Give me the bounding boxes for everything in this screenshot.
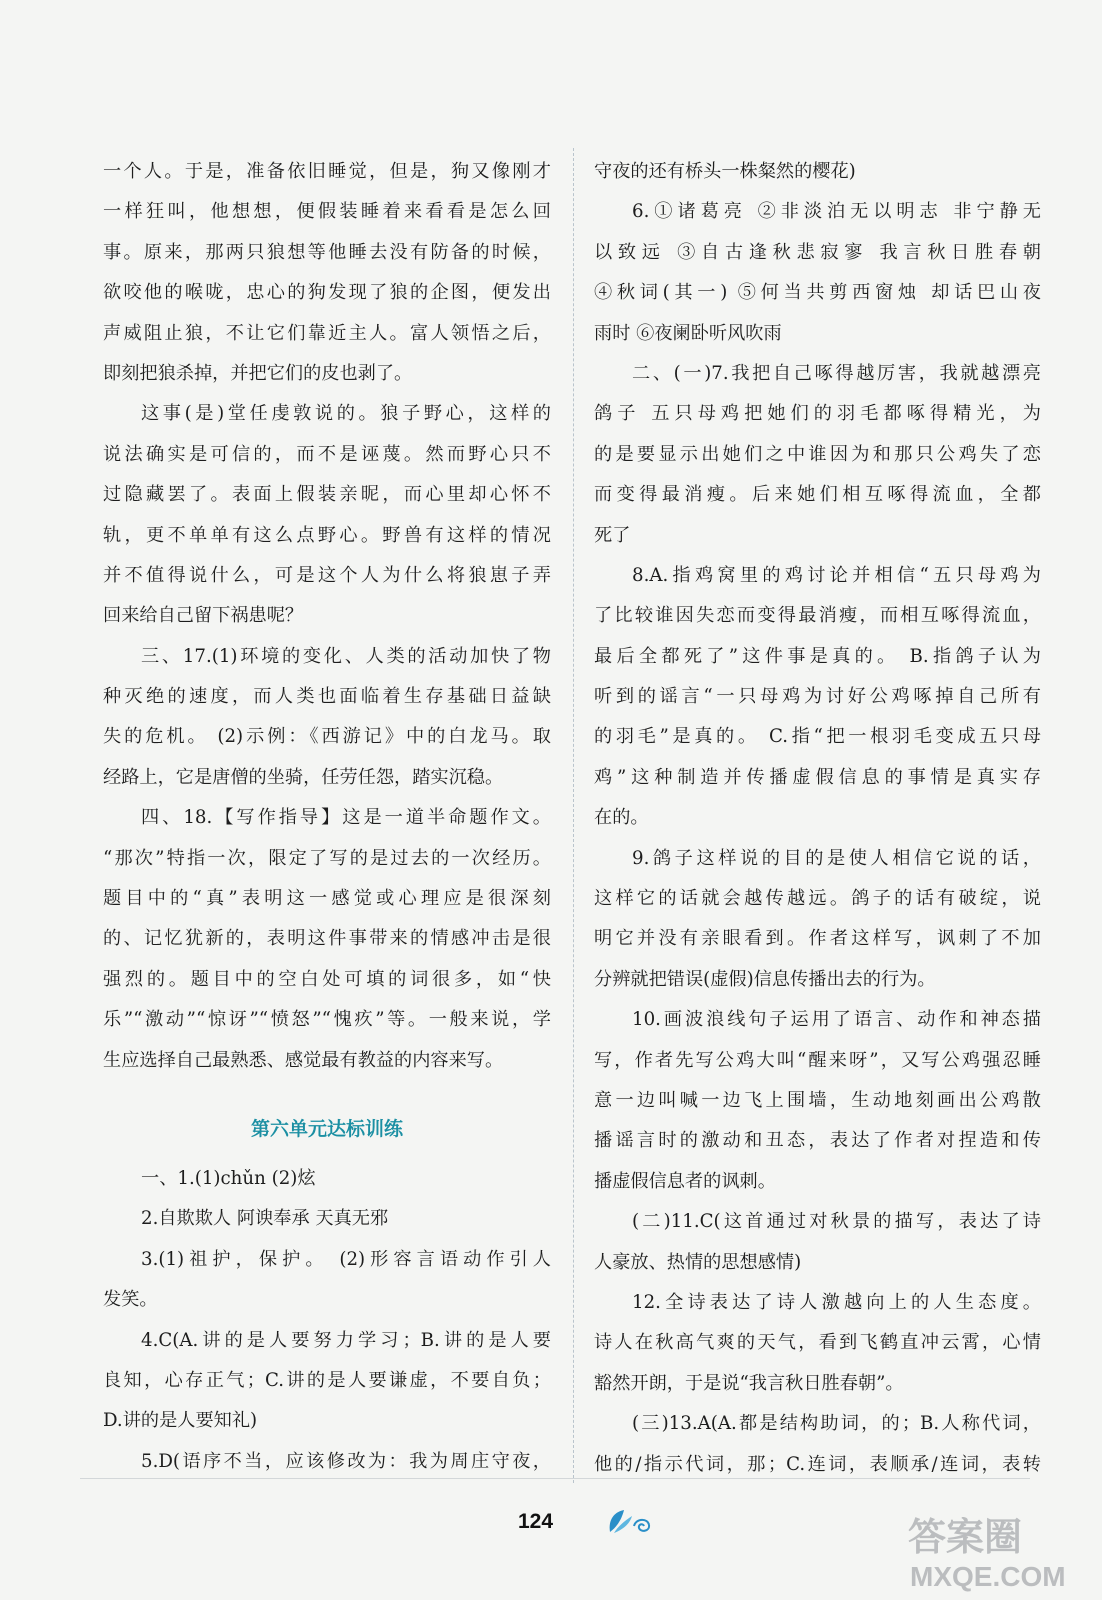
left-text-line: 说法确实是可信的，而不是诬蔑。然而野心只不 [103,443,551,465]
watermark-top-text: 答案圈 [908,1517,1023,1559]
right-text-line: 诗人在秋高气爽的天气，看到飞鹤直冲云霄，心情 [594,1332,1041,1354]
right-text-line: 8.A.指鸡窝里的鸡讨论并相信“五只母鸡为 [632,564,1041,586]
right-text-line: 了比较谁因失恋而变得最消瘦，而相互啄得流血， [594,605,1041,627]
right-text-line: 最后全都死了”这件事是真的。 B.指鸽子认为 [594,645,1041,667]
right-text-line: 播虚假信息者的讽刺。 [594,1170,776,1192]
left-text-line: 声威阻止狼，不让它们靠近主人。富人领悟之后， [103,322,551,344]
watermark-bottom-text: MXQE.COM [910,1561,1066,1592]
left-text-line: 4.C(A.讲的是人要努力学习；B.讲的是人要 [141,1329,551,1351]
right-text-line: 10.画波浪线句子运用了语言、动作和神态描 [632,1009,1041,1031]
left-text-line: 失的危机。 (2)示例：《西游记》中的白龙马。取 [103,726,551,748]
leaf-ornament-icon [604,1506,664,1536]
right-text-line: 播谣言时的激动和丑态，表达了作者对捏造和传 [594,1130,1041,1152]
left-text-line: 即刻把狼杀掉，并把它们的皮也剥了。 [103,362,413,384]
left-text-line: 经路上，它是唐僧的坐骑，任劳任怨，踏实沉稳。 [103,766,504,788]
right-text-line: 6.①诸葛亮 ②非淡泊无以明志 非宁静无 [632,201,1041,223]
left-text-line: 一、1.(1)chǔn (2)炫 [141,1167,316,1189]
right-text-line: 二、(一)7.我把自己啄得越厉害，我就越漂亮 [632,362,1041,384]
right-column [594,152,1041,1485]
left-column [103,152,551,1482]
left-text-line: 种灭绝的速度，而人类也面临着生存基础日益缺 [103,686,551,708]
right-text-line: (三)13.A(A.都是结构助词，的；B.人称代词， [632,1413,1041,1435]
left-text-line: 发笑。 [103,1289,158,1311]
left-text-line: 欲咬他的喉咙，忠心的狗发现了狼的企图，便发出 [103,282,551,304]
right-text-line: 而变得最消瘦。后来她们相互啄得流血，全都 [594,484,1041,506]
left-text-line: D.讲的是人要知礼) [103,1410,258,1432]
right-text-line: 人豪放、热情的思想感情) [594,1251,802,1273]
left-text-line: 一样狂叫，他想想，便假装睡着来看看是怎么回 [103,201,551,223]
left-text-line: 过隐藏罢了。表面上假装亲昵，而心里却心怀不 [103,484,551,506]
left-text-line: 事。原来，那两只狼想等他睡去没有防备的时候， [103,241,551,263]
page-number: 124 [518,1510,554,1533]
left-text-line: 这事(是)堂任虔敦说的。狼子野心，这样的 [141,403,551,425]
left-text-line: 并不值得说什么，可是这个人为什么将狼崽子弄 [103,564,551,586]
right-text-line: 这样它的话就会越传越远。鸽子的话有破绽，说 [594,888,1041,910]
right-text-line: 写，作者先写公鸡大叫“醒来呀”，又写公鸡强忍睡 [594,1049,1041,1071]
section-heading: 第六单元达标训练 [250,1117,403,1140]
right-text-line: 12.全诗表达了诗人激越向上的人生态度。 [632,1291,1041,1313]
right-text-line: 的是要显示出她们之中谁因为和那只公鸡失了恋 [594,443,1041,465]
left-text-line: 三、17.(1)环境的变化、人类的活动加快了物 [141,645,551,667]
right-text-line: 以致远 ③自古逢秋悲寂寥 我言秋日胜春朝 [594,241,1041,263]
right-text-line: 守夜的还有桥头一株粲然的樱花) [594,161,856,182]
left-text-line: 2.自欺欺人 阿谀奉承 天真无邪 [141,1208,389,1230]
right-text-line: 他的/指示代词，那；C.连词，表顺承/连词，表转 [594,1453,1041,1475]
right-text-line: 在的。 [594,807,649,829]
right-text-line: 鸽子 五只母鸡把她们的羽毛都啄得精光，为 [594,403,1041,425]
right-text-line: 意一边叫喊一边飞上围墙，生动地刻画出公鸡散 [594,1089,1041,1111]
right-text-line: ④秋词(其一) ⑤何当共剪西窗烛 却话巴山夜 [594,282,1041,304]
right-text-line: 的羽毛”是真的。 C.指“把一根羽毛变成五只母 [594,726,1041,748]
left-text-line: 一个人。于是，准备依旧睡觉，但是，狗又像刚才 [103,161,551,182]
left-text-line: 5.D(语序不当，应该修改为：我为周庄守夜， [141,1450,551,1472]
right-text-line: (二)11.C(这首通过对秋景的描写，表达了诗 [632,1211,1041,1233]
right-text-line: 鸡”这种制造并传播虚假信息的事情是真实存 [594,766,1041,788]
left-text-line: “那次”特指一次，限定了写的是过去的一次经历。 [103,847,551,869]
footer-rule [80,1478,1030,1479]
left-text-line: 生应选择自己最熟悉、感觉最有教益的内容来写。 [103,1049,504,1071]
right-text-line: 分辨就把错误(虚假)信息传播出去的行为。 [594,968,936,990]
column-divider [573,148,574,1483]
left-text-line: 3.(1)祖护，保护。 (2)形容言语动作引人 [141,1248,551,1270]
right-text-line: 9.鸽子这样说的目的是使人相信它说的话， [632,847,1041,869]
left-text-line: 的、记忆犹新的，表明这件事带来的情感冲击是很 [103,928,551,950]
right-text-line: 死了 [594,524,631,546]
left-text-line: 强烈的。题目中的空白处可填的词很多，如“快 [103,968,551,990]
left-text-line: 良知，心存正气；C.讲的是人要谦虚，不要自负； [103,1369,551,1391]
left-text-line: 题目中的“真”表明这一感觉或心理应是很深刻 [103,888,551,910]
right-text-line: 明它并没有亲眼看到。作者这样写，讽刺了不加 [594,928,1041,950]
left-text-line: 乐”“激动”“惊讶”“愤怒”“愧疚”等。一般来说，学 [103,1009,551,1031]
right-text-line: 雨时 ⑥夜阑卧听风吹雨 [594,322,782,344]
left-text-line: 四、18.【写作指导】这是一道半命题作文。 [141,807,551,829]
left-text-line: 回来给自己留下祸患呢？ [103,605,304,627]
right-text-line: 听到的谣言“一只母鸡为讨好公鸡啄掉自己所有 [594,686,1041,708]
watermark-logo [900,1506,1090,1596]
right-text-line: 豁然开朗，于是说“我言秋日胜春朝”。 [594,1372,904,1394]
left-text-line: 轨，更不单单有这么点野心。野兽有这样的情况 [103,524,551,546]
